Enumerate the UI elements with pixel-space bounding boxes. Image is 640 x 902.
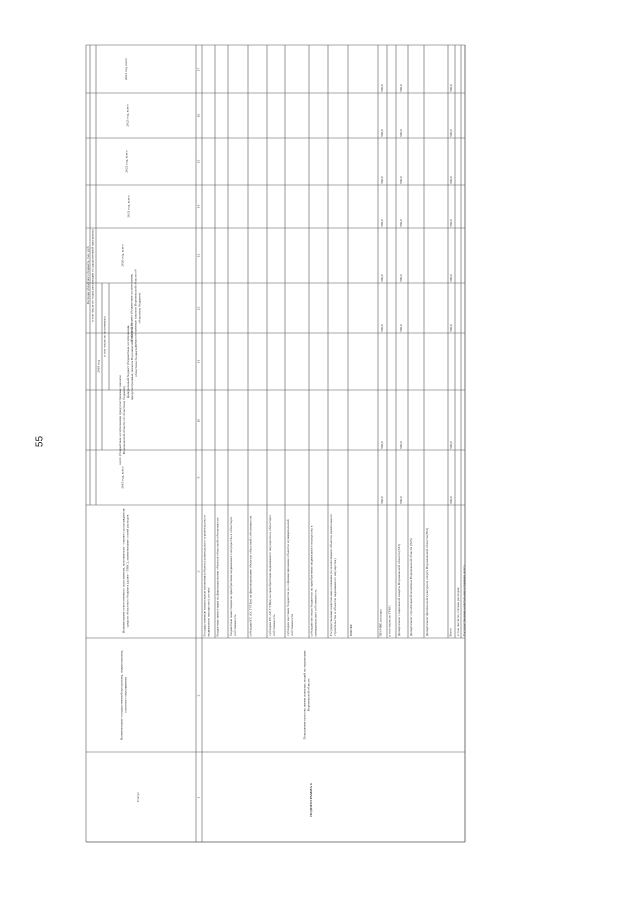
- page-number: 55: [34, 435, 46, 448]
- row-value: 566,0: [399, 219, 403, 227]
- row-label: НИОКР: [348, 624, 353, 636]
- row-value: 566,0: [379, 496, 384, 504]
- row-value: 566,0: [379, 129, 384, 137]
- row-value: 566,0: [448, 441, 453, 449]
- row-value: 566,0: [399, 274, 403, 282]
- row-value: 566,0: [399, 176, 403, 184]
- header-c12: областной бюджет (бюджетные ассигнования, предусмотренные законом Воронежской области об областном бюджете): [129, 269, 142, 347]
- header-c11: федеральный бюджет (бюджетные ассигнования, предусмотренные законом Воронежской области об областном бюджете): [126, 322, 139, 401]
- row-value: 566,0: [448, 84, 453, 92]
- header-c9: 2019 год, всего: [120, 466, 125, 489]
- row-value: 566,0: [379, 441, 384, 449]
- col-number: 2: [196, 694, 201, 696]
- row-label: бюджетные инвестиции на финансирование объектов областной собственности: [215, 517, 220, 636]
- header-c10: всего (бюджетные ассигнования, предусмотренные законом Воронежской области об областном бюджете): [118, 375, 127, 465]
- row-value: 566,0: [448, 324, 453, 332]
- col-number: 13: [196, 253, 201, 258]
- row-label: субсидии местным бюджетам на софинансирование объектов муниципальной собственности: [285, 519, 294, 636]
- row-value: 566,0: [379, 219, 384, 227]
- row-value: 566,0: [448, 496, 453, 504]
- header-c17: 2024 год, всего: [124, 57, 128, 81]
- col-number: 15: [196, 159, 201, 164]
- col-number: 3: [196, 570, 201, 573]
- header-expenses: Расходы областного бюджета, тыс. руб.: [86, 245, 90, 305]
- row-value: 566,0: [399, 129, 403, 137]
- row-label: в том числе по ГРБС:: [387, 604, 392, 636]
- col-number: 1: [196, 796, 201, 798]
- header-c14: 2021 год, всего: [126, 195, 131, 218]
- row-value: 566,0: [379, 274, 384, 282]
- program-name: Повышение качества жизни пожилых людей на территории Воронежской области: [302, 650, 311, 740]
- row-value: 566,0: [379, 324, 384, 332]
- row-label: бюджетные инвестиции на приобретение недвижимого имущества в областную собственность: [228, 516, 237, 636]
- row-value: 566,0: [399, 496, 403, 504]
- col-number: 17: [196, 67, 201, 71]
- header-status: Статус: [136, 791, 140, 803]
- col-number: 14: [196, 204, 201, 209]
- header-expenses-sub: в том числе по годам реализации государственной программы: [90, 228, 95, 322]
- row-label: Государственные капитальные вложения, всего: [461, 565, 466, 636]
- row-label: ПРОЧИЕ расходы: [378, 609, 383, 636]
- row-label: Департамент социальной защиты Воронежской области (831): [396, 544, 401, 636]
- header-year-2019: 2019 год: [96, 359, 101, 373]
- row-value: 566,0: [448, 219, 453, 227]
- row-label: субсидии местным бюджетам на приобретение недвижимого имущества в муниципальную собственность: [309, 525, 318, 636]
- row-value: 566,0: [399, 441, 403, 449]
- row-label: Всего: [448, 627, 453, 636]
- row-value: 566,0: [448, 176, 453, 184]
- col-number: 9: [196, 476, 201, 479]
- row-value: 566,0: [379, 176, 384, 184]
- row-value: 566,0: [448, 129, 453, 137]
- header-program: Наименование государственной программы, подпрограммы, основного мероприятия: [119, 649, 128, 741]
- row-label: Департамент строительной политики Воронежской области (828): [408, 538, 413, 636]
- header-responsible: Наименование ответственного исполнителя, исполнителя - главного распорядителя средств областного бюджета (далее - ГРБС), наименование статей расходов: [121, 508, 130, 634]
- header-c13: 2020 год, всего: [120, 244, 125, 267]
- row-label: в том числе по статьям расходов:: [455, 586, 460, 636]
- header-sources: в том числе по источникам: [102, 315, 107, 357]
- row-label: Государственные капитальные вложения (объекты капитального строительства и недвижимое имущество), из них:: [202, 515, 211, 636]
- row-label: Государственные капитальные вложения (за исключением объектов капитального строительства и объектов недвижимого имущества): [328, 513, 337, 636]
- col-number: 12: [196, 306, 201, 310]
- row-label: Департамент физической культуры и спорта Воронежской области (864): [424, 527, 429, 636]
- row-label: субсидии БУ, АУ, ГУП(п) на приобретение недвижимого имущества в областную собственность: [267, 514, 276, 636]
- col-number: 10: [196, 418, 201, 422]
- col-number: 16: [196, 113, 201, 118]
- status-label: ПОДПРОГРАММА 6: [309, 783, 313, 817]
- header-c15: 2022 год, всего: [124, 150, 129, 173]
- header-c16: 2023 год, всего: [125, 104, 130, 127]
- row-value: 566,0: [448, 274, 453, 282]
- col-number: 11: [196, 359, 201, 364]
- row-value: 566,0: [379, 84, 384, 92]
- row-value: 566,0: [399, 324, 403, 332]
- row-value: 566,0: [399, 84, 403, 92]
- row-label: субсидии БУ, АУ, ГУП(п) на финансирование объектов областной собственности: [248, 515, 253, 636]
